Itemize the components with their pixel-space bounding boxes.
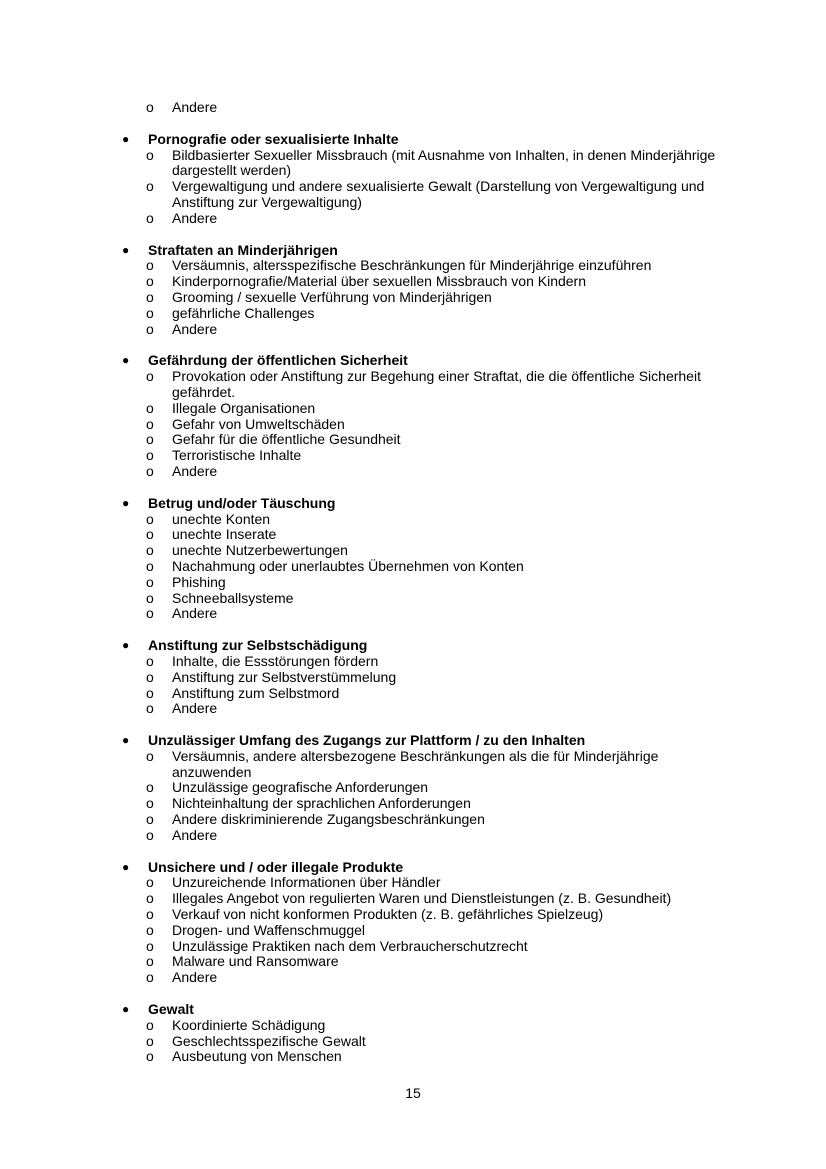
category-section xyxy=(118,243,738,338)
list-item-text: Andere xyxy=(172,826,218,843)
list-item xyxy=(118,970,738,986)
category-heading xyxy=(118,353,738,369)
list-item-text: unechte Konten xyxy=(172,510,271,527)
list-item-text: Koordinierte Schädigung xyxy=(172,1016,326,1033)
bullet-icon: ● xyxy=(122,1002,130,1017)
sub-list xyxy=(118,148,738,227)
bullet-icon: ● xyxy=(122,495,130,510)
circle-bullet-icon: o xyxy=(146,320,154,337)
category-title: Betrug und/oder Täuschung xyxy=(148,494,336,511)
list-item-text: Andere xyxy=(172,320,218,337)
category-section xyxy=(118,132,738,227)
list-item-text: Versäumnis, altersspezifische Beschränkungen für Minderjährige einzuführen xyxy=(172,257,652,274)
category-title: Straftaten an Minderjährigen xyxy=(148,241,338,258)
list-item xyxy=(118,274,738,290)
list-item-text: Andere xyxy=(172,605,218,622)
category-heading xyxy=(118,638,738,654)
list-item-text: Andere xyxy=(172,700,218,717)
circle-bullet-icon: o xyxy=(146,779,154,796)
category-heading xyxy=(118,496,738,512)
list-item-text: Terroristische Inhalte xyxy=(172,447,302,464)
list-item-text: Nachahmung oder unerlaubtes Übernehmen von Konten xyxy=(172,557,524,574)
list-item xyxy=(118,591,738,607)
list-item-text: Unzureichende Informationen über Händler xyxy=(172,874,441,891)
list-item-text: Bildbasierter Sexueller Missbrauch (mit Ausnahme von Inhalten, in denen Minderjährige dargestellt werden) xyxy=(172,146,716,179)
list-item xyxy=(118,464,738,480)
category-title: Pornografie oder sexualisierte Inhalte xyxy=(148,130,399,147)
circle-bullet-icon: o xyxy=(146,447,154,464)
list-item-text: Verkauf von nicht konformen Produkten (z. B. gefährliches Spielzeug) xyxy=(172,906,604,923)
list-item xyxy=(118,179,738,211)
circle-bullet-icon: o xyxy=(146,826,154,843)
category-title: Gefährdung der öffentlichen Sicherheit xyxy=(148,352,408,369)
list-item-text: Inhalte, die Essstörungen fördern xyxy=(172,652,379,669)
document-content xyxy=(118,100,738,1065)
circle-bullet-icon: o xyxy=(146,1016,154,1033)
list-item-text: unechte Inserate xyxy=(172,526,277,543)
list-item xyxy=(118,686,738,702)
list-item xyxy=(118,322,738,338)
list-item xyxy=(118,100,738,116)
circle-bullet-icon: o xyxy=(146,747,154,764)
circle-bullet-icon: o xyxy=(146,890,154,907)
sub-list xyxy=(118,258,738,337)
list-item-text: Drogen- und Waffenschmuggel xyxy=(172,921,365,938)
category-heading xyxy=(118,733,738,749)
list-item-text: Nichteinhaltung der sprachlichen Anforderungen xyxy=(172,795,471,812)
circle-bullet-icon: o xyxy=(146,431,154,448)
circle-bullet-icon: o xyxy=(146,462,154,479)
bullet-icon: ● xyxy=(122,131,130,146)
category-section xyxy=(118,496,738,622)
circle-bullet-icon: o xyxy=(146,652,154,669)
category-section xyxy=(118,733,738,844)
sub-list xyxy=(118,1018,738,1065)
circle-bullet-icon: o xyxy=(146,288,154,305)
list-item xyxy=(118,148,738,180)
circle-bullet-icon: o xyxy=(146,257,154,274)
circle-bullet-icon: o xyxy=(146,921,154,938)
category-heading xyxy=(118,243,738,259)
list-item xyxy=(118,828,738,844)
circle-bullet-icon: o xyxy=(146,811,154,828)
sub-list xyxy=(118,512,738,623)
list-item xyxy=(118,812,738,828)
category-section xyxy=(118,860,738,986)
list-item-text: Andere xyxy=(172,99,218,115)
category-title: Unsichere und / oder illegale Produkte xyxy=(148,858,404,875)
circle-bullet-icon: o xyxy=(146,953,154,970)
list-item-text: Andere diskriminierende Zugangsbeschränkungen xyxy=(172,811,485,828)
list-item-text: Gefahr für die öffentliche Gesundheit xyxy=(172,431,401,448)
list-item xyxy=(118,1018,738,1034)
list-item xyxy=(118,654,738,670)
list-item xyxy=(118,527,738,543)
list-item-text: Vergewaltigung und andere sexualisierte Gewalt (Darstellung von Vergewaltigung und Anstiftung zur Vergewaltigung) xyxy=(172,178,705,210)
circle-bullet-icon: o xyxy=(146,684,154,701)
circle-bullet-icon: o xyxy=(146,795,154,812)
category-heading xyxy=(118,860,738,876)
circle-bullet-icon: o xyxy=(146,273,154,290)
list-item xyxy=(118,211,738,227)
list-item xyxy=(118,543,738,559)
circle-bullet-icon: o xyxy=(146,937,154,954)
category-title: Anstiftung zur Selbstschädigung xyxy=(148,637,368,654)
list-item-text: Andere xyxy=(172,969,218,986)
list-item xyxy=(118,749,738,781)
list-item xyxy=(118,401,738,417)
list-item-text: Grooming / sexuelle Verführung von Minderjährigen xyxy=(172,288,492,305)
list-item xyxy=(118,796,738,812)
circle-bullet-icon: o xyxy=(146,99,154,115)
circle-bullet-icon: o xyxy=(146,178,154,195)
circle-bullet-icon: o xyxy=(146,1048,154,1065)
category-section xyxy=(118,638,738,717)
list-item xyxy=(118,891,738,907)
list-item-text: Andere xyxy=(172,209,218,226)
list-item-text: unechte Nutzerbewertungen xyxy=(172,542,348,559)
category-title: Gewalt xyxy=(148,1001,194,1018)
circle-bullet-icon: o xyxy=(146,415,154,432)
list-item-text: Schneeballsysteme xyxy=(172,589,294,606)
list-item xyxy=(118,290,738,306)
list-item-text: Malware und Ransomware xyxy=(172,953,339,970)
page-number: 15 xyxy=(405,1085,421,1101)
category-section xyxy=(118,353,738,479)
list-item-text: Illegale Organisationen xyxy=(172,399,316,416)
list-item-text: Andere xyxy=(172,462,218,479)
circle-bullet-icon: o xyxy=(146,542,154,559)
circle-bullet-icon: o xyxy=(146,874,154,891)
list-item xyxy=(118,417,738,433)
list-item xyxy=(118,432,738,448)
circle-bullet-icon: o xyxy=(146,510,154,527)
bullet-icon: ● xyxy=(122,638,130,653)
list-item xyxy=(118,907,738,923)
list-item xyxy=(118,1049,738,1065)
category-title: Unzulässiger Umfang des Zugangs zur Plattform / zu den Inhalten xyxy=(148,732,586,749)
list-item-text: Versäumnis, andere altersbezogene Beschränkungen als die für Minderjährige anzuwenden xyxy=(172,747,659,780)
circle-bullet-icon: o xyxy=(146,1032,154,1049)
circle-bullet-icon: o xyxy=(146,969,154,986)
circle-bullet-icon: o xyxy=(146,209,154,226)
sub-list xyxy=(118,875,738,986)
list-item xyxy=(118,258,738,274)
bullet-icon: ● xyxy=(122,353,130,368)
list-item xyxy=(118,369,738,401)
list-item xyxy=(118,780,738,796)
circle-bullet-icon: o xyxy=(146,668,154,685)
list-item-text: Unzulässige geografische Anforderungen xyxy=(172,779,429,796)
list-item xyxy=(118,559,738,575)
sub-list xyxy=(118,749,738,844)
list-item-text: Anstiftung zur Selbstverstümmelung xyxy=(172,668,397,685)
circle-bullet-icon: o xyxy=(146,304,154,321)
circle-bullet-icon: o xyxy=(146,557,154,574)
circle-bullet-icon: o xyxy=(146,589,154,606)
list-item-text: Geschlechtsspezifische Gewalt xyxy=(172,1032,366,1049)
list-item xyxy=(118,606,738,622)
list-item xyxy=(118,448,738,464)
circle-bullet-icon: o xyxy=(146,526,154,543)
circle-bullet-icon: o xyxy=(146,368,154,385)
circle-bullet-icon: o xyxy=(146,573,154,590)
sub-list xyxy=(118,369,738,480)
circle-bullet-icon: o xyxy=(146,146,154,163)
list-item-text: Illegales Angebot von regulierten Waren und Dienstleistungen (z. B. Gesundheit) xyxy=(172,890,672,907)
list-item xyxy=(118,954,738,970)
circle-bullet-icon: o xyxy=(146,605,154,622)
list-item xyxy=(118,670,738,686)
list-item-text: Anstiftung zum Selbstmord xyxy=(172,684,340,701)
continued-list xyxy=(118,100,738,116)
circle-bullet-icon: o xyxy=(146,700,154,717)
sub-list xyxy=(118,654,738,717)
list-item xyxy=(118,875,738,891)
list-item-text: Phishing xyxy=(172,573,226,590)
list-item xyxy=(118,701,738,717)
list-item xyxy=(118,575,738,591)
category-section xyxy=(118,1002,738,1065)
circle-bullet-icon: o xyxy=(146,399,154,416)
bullet-icon: ● xyxy=(122,733,130,748)
category-heading xyxy=(118,1002,738,1018)
list-item-text: Ausbeutung von Menschen xyxy=(172,1048,342,1065)
circle-bullet-icon: o xyxy=(146,906,154,923)
bullet-icon: ● xyxy=(122,859,130,874)
bullet-icon: ● xyxy=(122,242,130,257)
list-item-text: gefährliche Challenges xyxy=(172,304,315,321)
list-item xyxy=(118,1034,738,1050)
list-item-text: Unzulässige Praktiken nach dem Verbraucherschutzrecht xyxy=(172,937,528,954)
list-item xyxy=(118,512,738,528)
category-heading xyxy=(118,132,738,148)
sub-list xyxy=(118,100,738,116)
list-item xyxy=(118,306,738,322)
list-item-text: Provokation oder Anstiftung zur Begehung einer Straftat, die die öffentliche Sicherheit gefährdet. xyxy=(172,368,701,400)
list-item-text: Gefahr von Umweltschäden xyxy=(172,415,345,432)
list-item-text: Kinderpornografie/Material über sexuellen Missbrauch von Kindern xyxy=(172,273,587,290)
list-item xyxy=(118,939,738,955)
list-item xyxy=(118,923,738,939)
